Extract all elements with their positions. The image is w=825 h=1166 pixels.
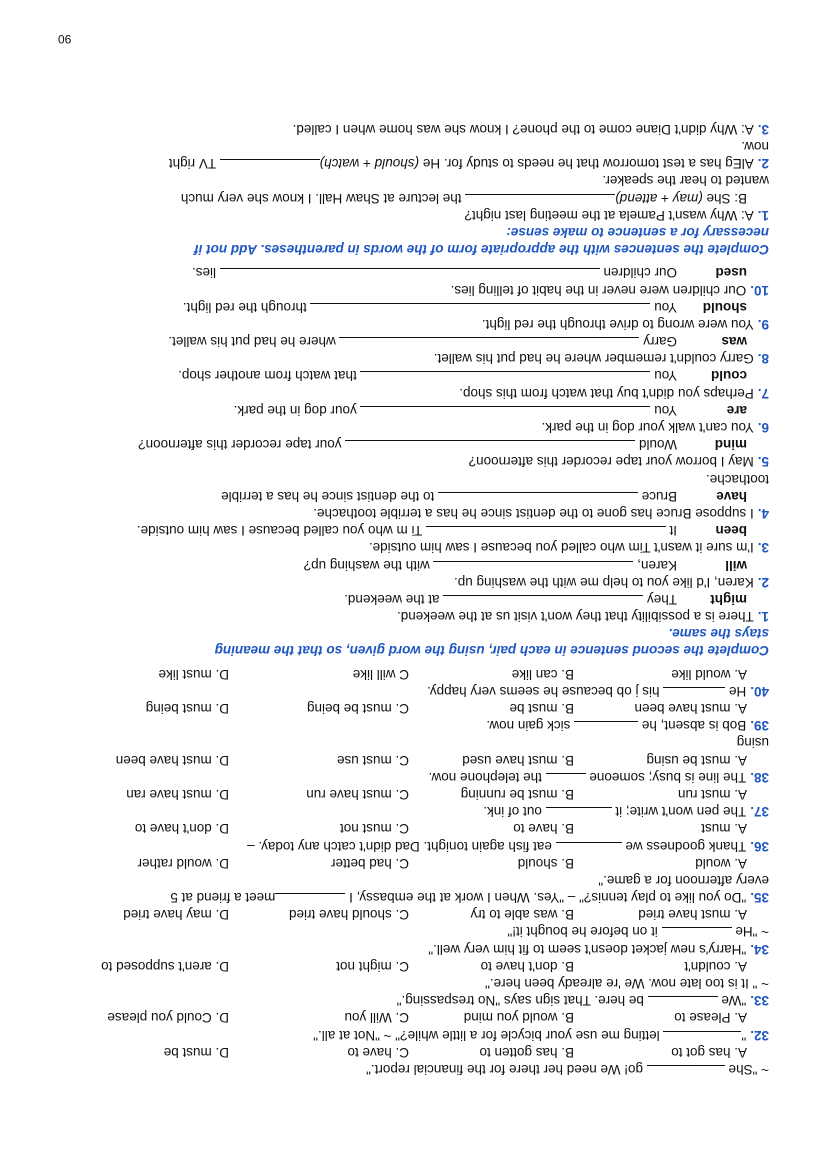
sentence-start: Bruce <box>637 488 677 504</box>
answer-blank[interactable] <box>310 303 650 316</box>
answer-option[interactable]: D. must being <box>145 701 229 717</box>
page-number: 90 <box>58 32 72 46</box>
question-number: 32. <box>750 1027 769 1043</box>
mcq-question <box>54 1061 769 1078</box>
answer-option[interactable]: D. must be <box>163 1044 229 1060</box>
answer-option[interactable]: A. would like <box>671 666 747 682</box>
answer-option[interactable]: C. might not <box>336 958 409 974</box>
question-text: "We <box>717 993 747 1009</box>
question-text: now. <box>741 139 769 155</box>
mcq-question <box>54 941 769 958</box>
answer-option[interactable]: A. has got to <box>671 1044 747 1060</box>
original-sentence: Garry couldn't remember where he had put his wallet. <box>433 351 754 367</box>
answer-option[interactable]: D. must like <box>158 666 229 682</box>
keyword: will <box>725 557 747 573</box>
text-line <box>54 539 769 556</box>
question-text: the telephone now. <box>428 769 546 785</box>
keyword: should <box>702 299 747 315</box>
answer-blank[interactable] <box>556 842 622 855</box>
answer-option[interactable]: D. aren't supposed to <box>101 958 229 974</box>
answer-option[interactable]: D. must have been <box>115 752 229 768</box>
answer-blank[interactable] <box>339 337 639 350</box>
text-line <box>54 402 769 419</box>
text-line <box>54 172 769 189</box>
question-text: go! We need her there for the financial report." <box>366 1062 647 1077</box>
question-text: ~ " It is too late now. We 're already been here." <box>485 976 769 992</box>
section-heading: Complete the sentences with the appropriate form of the words in parentheses. Add not if <box>194 242 769 258</box>
answer-option[interactable]: B. don't have to <box>480 958 574 974</box>
answer-blank[interactable] <box>443 595 643 608</box>
sentence-end: with the washing up? <box>303 557 434 573</box>
text-line <box>54 281 769 298</box>
answer-option[interactable]: A. must run <box>677 787 747 802</box>
sentence-end: toothache. <box>705 471 769 487</box>
dialogue-line: A: Why wasn't Pamela at the meeting last night? <box>464 207 754 223</box>
answer-option[interactable]: C. had better <box>330 855 409 871</box>
answer-option[interactable]: C. have to <box>347 1044 409 1060</box>
mcq-question <box>54 769 769 786</box>
question-text: Bob is absent, he <box>638 718 747 734</box>
text-line <box>54 574 769 591</box>
verb-hint: (should + watch) <box>319 156 420 172</box>
dialogue-line: B: She <box>702 190 747 206</box>
answer-option[interactable]: D. may have tried <box>123 907 229 923</box>
question-number: 3. <box>757 121 769 137</box>
answer-blank[interactable] <box>438 492 638 505</box>
section-heading: necessary for a sentence to make sense: <box>506 225 769 240</box>
question-number: 1. <box>757 207 769 223</box>
answer-options <box>54 820 769 837</box>
answer-blank[interactable] <box>663 687 725 700</box>
question-text: it on before he bought it!" <box>507 924 662 940</box>
keyword: been <box>715 523 747 539</box>
sentence-end: to the dentist since he has a terrible <box>221 488 438 504</box>
sentence-start: Karen, <box>633 557 677 573</box>
question-text: He <box>725 683 747 699</box>
section-heading: stays the same. <box>668 626 769 642</box>
text-line <box>54 419 769 436</box>
question-text: ~ "She <box>724 1062 769 1077</box>
question-text: TV right <box>168 156 220 172</box>
answer-blank[interactable] <box>360 372 650 385</box>
answer-option[interactable]: B. have to <box>513 821 574 837</box>
original-sentence: Our children were never in the habit of telling lies. <box>450 282 747 298</box>
question-number: 9. <box>757 316 769 332</box>
text-line <box>54 299 769 316</box>
keyword: have <box>716 488 747 504</box>
sentence-end: Ti m who you called because I saw him outside. <box>136 523 426 539</box>
dialogue-line: A: Why didn't Diane come to the phone? I know she was home when I called. <box>292 121 754 137</box>
text-line <box>54 367 769 384</box>
text-line <box>54 207 769 224</box>
question-text: be here. That sign says "No trespassing." <box>396 993 648 1009</box>
question-text: AlEg has a test tomorrow that he needs to study for. He <box>419 156 754 172</box>
answer-blank[interactable] <box>220 159 320 172</box>
question-text: The line is busy; someone <box>585 769 747 785</box>
mcq-question <box>54 992 769 1009</box>
text-line <box>54 189 769 206</box>
text-line <box>54 608 769 625</box>
question-number: 2. <box>757 574 769 590</box>
text-line <box>54 872 769 889</box>
original-sentence: There is a possibility that they won't visit us at the weekend. <box>396 609 754 625</box>
question-number: 8. <box>757 351 769 367</box>
answer-options <box>54 666 769 683</box>
question-number: 2. <box>757 156 769 172</box>
text-line <box>54 591 769 608</box>
question-number: 3. <box>757 540 769 556</box>
sentence-end: your dog in the park. <box>233 402 361 418</box>
answer-option[interactable]: A. Please to <box>674 1010 747 1026</box>
question-text: sick gain now. <box>486 718 575 734</box>
answer-option[interactable]: B. must have used <box>462 752 574 768</box>
keyword: might <box>710 591 747 607</box>
sentence-start: They <box>643 591 677 607</box>
question-text: The pen won't write; it <box>611 804 747 820</box>
question-number: 5. <box>757 454 769 470</box>
question-text: out of ink. <box>483 804 546 820</box>
question-text: his j ob because he seems very happy. <box>427 683 664 699</box>
answer-option[interactable]: B. must be <box>509 701 574 717</box>
answer-option[interactable]: B. would you mind <box>463 1010 574 1026</box>
original-sentence: You can't walk your dog in the park. <box>541 420 754 436</box>
answer-option[interactable]: A. must have tried <box>638 907 747 923</box>
question-number: 33. <box>750 993 769 1009</box>
section-heading: Complete the second sentence in each pair, using the word given, so that the meaning <box>214 643 769 659</box>
verb-hint: (may + attend) <box>615 190 703 206</box>
answer-blank[interactable] <box>345 440 635 453</box>
text-line <box>54 241 769 258</box>
sentence-end: where he had put his wallet. <box>168 334 340 350</box>
sentence-end: at the weekend. <box>344 591 444 607</box>
answer-option[interactable]: A. couldn't <box>684 958 747 974</box>
answer-option[interactable]: B. can like <box>511 666 574 682</box>
text-line <box>54 488 769 505</box>
answer-option[interactable]: B. should <box>517 855 574 871</box>
answer-options <box>54 700 769 717</box>
question-number: 4. <box>757 506 769 521</box>
question-text: meet a friend at 5 <box>170 890 276 906</box>
keyword: mind <box>714 437 747 453</box>
answer-option[interactable]: C. must use <box>336 752 409 768</box>
original-sentence: May I borrow your tape recorder this afternoon? <box>468 454 754 470</box>
question-number: 34. <box>750 941 769 957</box>
sentence-start: Garry <box>639 334 677 350</box>
answer-option[interactable]: C. must have run <box>306 787 409 802</box>
mcq-question <box>54 889 769 906</box>
text-line <box>54 625 769 642</box>
keyword: used <box>715 265 747 281</box>
question-text: Thank goodness we <box>621 838 747 854</box>
answer-option[interactable]: A. must have been <box>634 701 747 717</box>
answer-blank[interactable] <box>662 928 732 941</box>
question-number: 7. <box>757 385 769 401</box>
answer-option[interactable]: A. must be using <box>646 752 747 768</box>
mcq-question <box>54 803 769 820</box>
answer-options <box>54 1044 769 1061</box>
text-line <box>54 923 769 940</box>
question-text: eat fish again tonight. Dad didn't catch any today. – <box>247 838 556 854</box>
question-text: every afternoon for a game." <box>598 872 769 888</box>
original-sentence: You were wrong to drive through the red light. <box>481 316 754 332</box>
answer-option[interactable]: A. would <box>695 855 747 871</box>
dialogue-line: the lecture at Shaw Hall. I know she very much <box>180 190 466 206</box>
question-number: 1. <box>757 609 769 625</box>
answer-option[interactable]: A. must <box>701 821 747 837</box>
answer-option[interactable]: D. Could you please <box>107 1010 229 1026</box>
answer-options <box>54 1009 769 1026</box>
answer-blank[interactable] <box>426 526 666 539</box>
answer-blank[interactable] <box>546 807 612 820</box>
answer-option[interactable]: C. Will you <box>344 1010 409 1026</box>
text-line <box>54 453 769 470</box>
text-line <box>54 556 769 573</box>
sentence-start: You <box>650 299 677 315</box>
sentence-start: Our children <box>599 265 677 281</box>
answer-option[interactable]: B. was able to try <box>470 907 574 923</box>
text-line <box>54 642 769 659</box>
answer-option[interactable]: C will like <box>352 666 409 682</box>
mcq-question <box>54 1026 769 1043</box>
answer-option[interactable]: B. must be running <box>460 787 574 802</box>
question-number: 37. <box>750 804 769 820</box>
question-text: ~ "He <box>731 924 769 940</box>
answer-blank[interactable] <box>433 561 633 574</box>
original-sentence: I suppose Bruce has gone to the dentist since he has a terrible toothache. <box>313 506 754 521</box>
original-sentence: Karen, I'd like you to help me with the washing up. <box>453 574 754 590</box>
text-line <box>54 470 769 487</box>
answer-option[interactable]: C. must be being <box>306 701 409 717</box>
text-line <box>54 264 769 281</box>
question-number: 35. <box>750 890 769 906</box>
answer-options <box>54 906 769 923</box>
sentence-start: Would <box>635 437 677 453</box>
text-line <box>54 975 769 992</box>
text-line <box>54 522 769 539</box>
answer-option[interactable]: D. would rather <box>137 855 229 871</box>
keyword: are <box>726 402 747 418</box>
sentence-start: You <box>650 368 677 384</box>
question-text: letting me use your bicycle for a little while?" ~ "Not at all." <box>313 1027 664 1043</box>
text-line <box>54 333 769 350</box>
mcq-question <box>54 837 769 854</box>
answer-option[interactable]: C. should have tried <box>288 907 409 923</box>
mcq-question <box>54 683 769 700</box>
question-number: 39. <box>750 718 769 734</box>
answer-blank[interactable] <box>574 721 638 734</box>
original-sentence: I'm sure it wasn't Tim who called you because I saw him outside. <box>368 540 754 556</box>
answer-blank[interactable] <box>220 268 600 281</box>
answer-options <box>54 855 769 872</box>
answer-blank[interactable] <box>360 406 650 419</box>
text-line <box>54 734 769 751</box>
answer-blank[interactable] <box>275 893 345 906</box>
sentence-start: It <box>665 523 677 539</box>
question-text: "Harry's new jacket doesn't seem to fit him very well." <box>428 941 747 957</box>
text-line <box>54 224 769 241</box>
question-text: " <box>741 1027 747 1043</box>
text-line <box>54 350 769 367</box>
option-continuation: using <box>736 735 769 751</box>
question-number: 10. <box>750 282 769 298</box>
question-number: 6. <box>757 420 769 436</box>
answer-blank[interactable] <box>465 194 615 207</box>
text-line <box>54 121 769 138</box>
sentence-end: through the red light. <box>182 299 311 315</box>
sentence-end: your tape recorder this afternoon? <box>138 437 346 453</box>
answer-options <box>54 786 769 803</box>
question-number: 40. <box>750 683 769 699</box>
question-number: 36. <box>750 838 769 854</box>
sentence-start: You <box>650 402 677 418</box>
answer-blank[interactable] <box>663 1031 741 1044</box>
question-text: "Do you like to play tennis?" – "Yes. When I work at the embassy, I <box>345 890 747 906</box>
text-line <box>54 155 769 172</box>
answer-blank[interactable] <box>546 773 586 786</box>
dialogue-line: wanted to hear the speaker. <box>602 173 769 189</box>
answer-options <box>54 958 769 975</box>
worksheet-content <box>54 121 769 1078</box>
answer-blank[interactable] <box>647 1065 725 1078</box>
answer-option[interactable]: C. must not <box>339 821 409 837</box>
text-line <box>54 505 769 522</box>
mcq-question <box>54 717 769 734</box>
sentence-end: lies. <box>191 265 220 281</box>
original-sentence: Perhaps you didn't buy that watch from this shop. <box>459 385 754 401</box>
answer-option[interactable]: B. has gotten to <box>479 1044 574 1060</box>
answer-blank[interactable] <box>648 996 718 1009</box>
text-line <box>54 138 769 155</box>
question-number: 38. <box>750 769 769 785</box>
sentence-end: that watch from another shop. <box>178 368 361 384</box>
keyword: could <box>711 368 747 384</box>
answer-options <box>54 751 769 768</box>
text-line <box>54 316 769 333</box>
keyword: was <box>721 334 747 350</box>
answer-option[interactable]: D. don't have to <box>134 821 229 837</box>
text-line <box>54 436 769 453</box>
text-line <box>54 385 769 402</box>
answer-option[interactable]: D. must have ran <box>126 787 229 802</box>
